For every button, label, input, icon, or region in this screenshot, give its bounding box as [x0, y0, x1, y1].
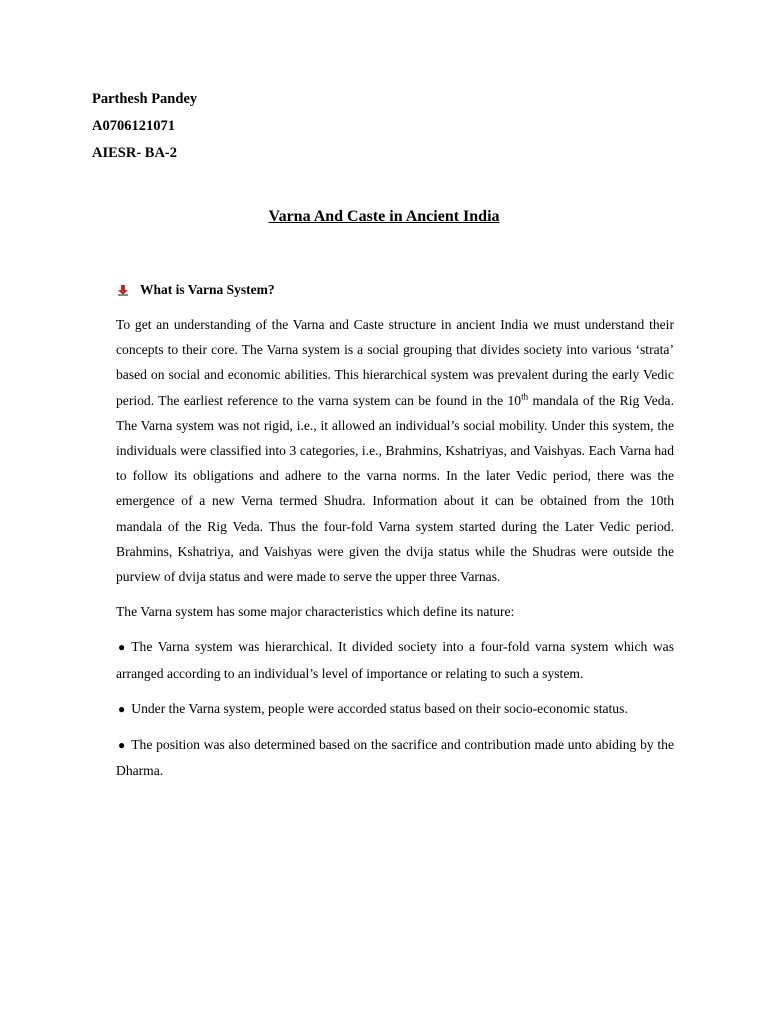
author-name: Parthesh Pandey [92, 91, 198, 107]
bullet-item [116, 696, 674, 722]
bullet-text: The position was also determined based on the sacrifice and contribution made unto abiding by the Dharma. [116, 737, 674, 779]
paragraph-2: The Varna system has some major characteristics which define its nature: [116, 604, 515, 620]
paragraph-1-part-b: mandala of the Rig Veda. The Varna system was not rigid, i.e., it allowed an individual’s social mobility. Under this system, the individuals were classified into 3 categories, i.e., Brahmins, Kshatriyas, and Vaishyas. Each Varna had to follow its obligations and adhere to the varna norms. In the later Vedic period, there was the emergence of a new Verna termed Shudra. Information about it can be obtained from the 10th mandala of the Rig Veda. Thus the four-fold Varna system started during the Later Vedic period. Brahmins, Kshatriya, and Vaishyas were given the dvija status while the Shudras were outside the purview of dvija status and were made to serve the upper three Varnas. [116, 392, 674, 585]
bullet-dot-icon: ● [118, 738, 126, 753]
bullet-dot-icon: ● [118, 701, 126, 716]
paragraph-1-part-a: To get an understanding of the Varna and Caste structure in ancient India we must understand their concepts to their core. The Varna system is a social grouping that divides society into various ‘strata’ based on social and economic abilities. This hierarchical system was prevalent during the early Vedic period. The earliest reference to the varna system can be found in the 10 [116, 317, 674, 408]
arrow-bullet-icon [116, 283, 130, 297]
body-text [116, 312, 674, 793]
section-heading-text: What is Varna System? [140, 282, 275, 297]
bullet-item [116, 634, 674, 685]
paragraph-1 [116, 312, 674, 589]
student-id: A0706121071 [92, 118, 175, 134]
bullet-text: The Varna system was hierarchical. It divided society into a four-fold varna system which was arranged according to an individual’s level of importance or relating to such a system. [116, 639, 674, 681]
bullet-item [116, 732, 674, 783]
author-block [92, 86, 197, 167]
bullet-dot-icon: ● [118, 640, 126, 655]
section-heading [116, 280, 275, 300]
ordinal-superscript: th [521, 391, 529, 402]
program-label: AIESR- BA-2 [92, 145, 177, 161]
bullet-text: Under the Varna system, people were accorded status based on their socio-economic status. [131, 700, 628, 716]
document-title: Varna And Caste in Ancient India [268, 208, 500, 225]
